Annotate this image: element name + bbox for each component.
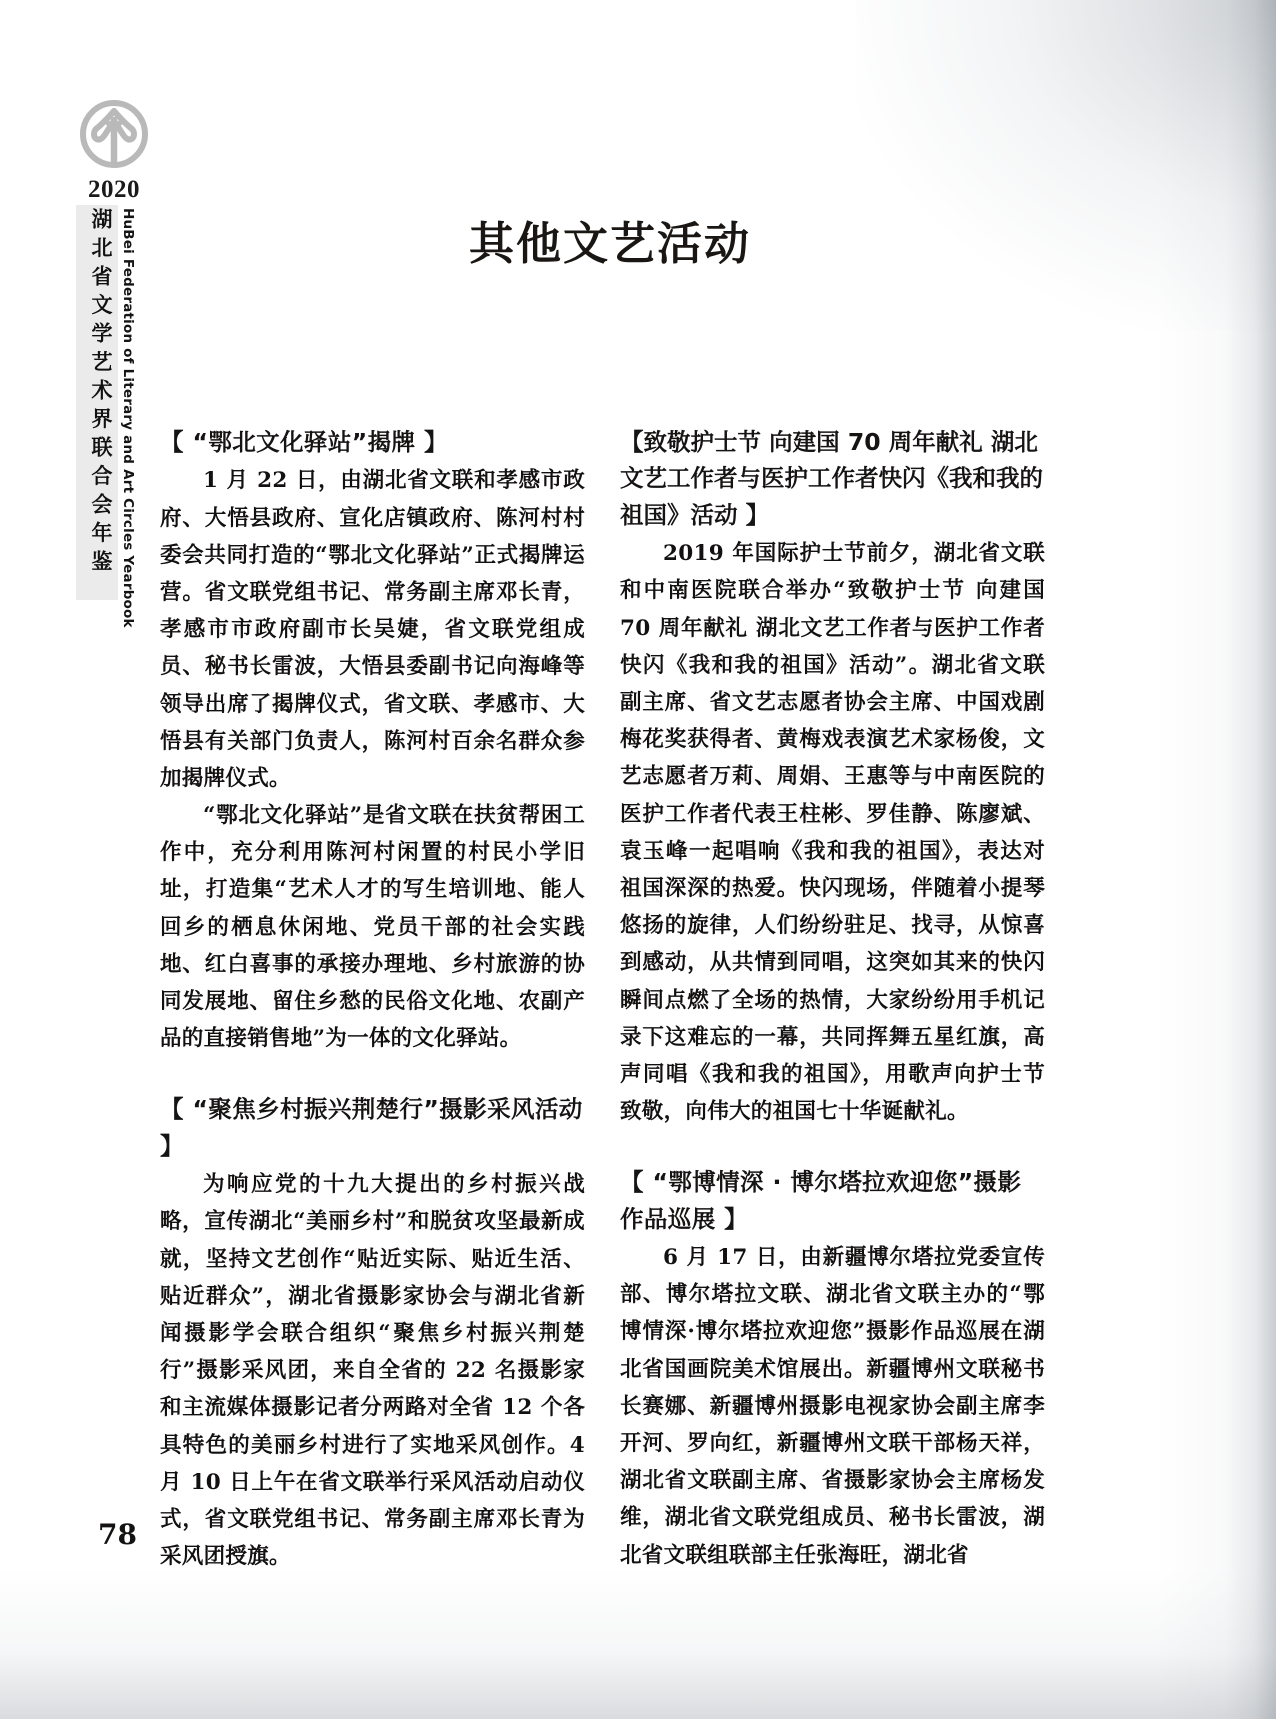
spine-title-chinese: 湖北省文学艺术界联合会年鉴 [89, 208, 113, 579]
section-paragraph: 1 月 22 日，由湖北省文联和孝感市政府、大悟县政府、宣化店镇政府、陈河村村委会共同打造的“鄂北文化驿站”正式揭牌运营。省文联党组书记、常务副主席邓长青，孝感市市政府副市长吴婕，省文联党组成员、秘书长雷波，大悟县委副书记向海峰等领导出席了揭牌仪式，省文联、孝感市、大悟县有关部门负责人，陈河村百余名群众参加揭牌仪式。 [160, 468, 585, 791]
text-column-left [160, 424, 585, 1575]
logo-year: 2020 [88, 176, 140, 203]
section-paragraph: “鄂北文化驿站”是省文联在扶贫帮困工作中，充分利用陈河村闲置的村民小学旧址，打造集“艺术人才的写生培训地、能人回乡的栖息休闲地、党员干部的社会实践地、红白喜事的承接办理地、乡村旅游的协同发展地、留住乡愁的民俗文化地、农副产品的直接销售地”为一体的文化驿站。 [160, 803, 585, 1052]
section-heading: 【 “鄂北文化驿站”揭牌 】 [160, 428, 448, 456]
section-paragraph: 6 月 17 日，由新疆博尔塔拉党委宣传部、博尔塔拉文联、湖北省文联主办的“鄂博情深·博尔塔拉欢迎您”摄影作品巡展在湖北省国画院美术馆展出。新疆博州文联秘书长赛娜、新疆博州摄影电视家协会副主席李开河、罗向红，新疆博州文联干部杨天祥，湖北省文联副主席、省摄影家协会主席杨发维，湖北省文联党组成员、秘书长雷波，湖北省文联组联部主任张海旺，湖北省 [620, 1245, 1045, 1568]
section-heading: 【 “聚焦乡村振兴荆楚行”摄影采风活动 】 [160, 1095, 583, 1160]
section-spacer [160, 1057, 585, 1091]
page-edge-shadow-right [1156, 0, 1276, 1719]
yearbook-emblem-icon [77, 98, 151, 172]
spine-title-english: HuBei Federation of Literary and Art Circles Yearbook [120, 208, 136, 628]
section-spacer [620, 1130, 1045, 1164]
text-column-right [620, 424, 1045, 1574]
page-number: 78 [98, 1518, 137, 1551]
page-edge-shadow-bottom [0, 1569, 1276, 1719]
page-edge-shadow-top-right [856, 0, 1276, 330]
section-heading: 【致敬护士节 向建国 70 周年献礼 湖北文艺工作者与医护工作者快闪《我和我的祖国》活动 】 [620, 428, 1043, 529]
section-paragraph: 2019 年国际护士节前夕，湖北省文联和中南医院联合举办“致敬护士节 向建国 70 周年献礼 湖北文艺工作者与医护工作者快闪《我和我的祖国》活动”。湖北省文联副主席、省文艺志愿者协会主席、中国戏剧梅花奖获得者、黄梅戏表演艺术家杨俊，文艺志愿者万莉、周娟、王惠等与中南医院的医护工作者代表王柱彬、罗佳静、陈廖斌、袁玉峰一起唱响《我和我的祖国》，表达对祖国深深的热爱。快闪现场，伴随着小提琴悠扬的旋律，人们纷纷驻足、找寻，从惊喜到感动，从共情到同唱，这突如其来的快闪瞬间点燃了全场的热情，大家纷纷用手机记录下这难忘的一幕，共同挥舞五星红旗，高声同唱《我和我的祖国》，用歌声向护士节致敬，向伟大的祖国七十华诞献礼。 [620, 541, 1045, 1125]
page-title: 其他文艺活动 [468, 217, 751, 270]
masthead [66, 98, 162, 204]
section-heading: 【 “鄂博情深 · 博尔塔拉欢迎您”摄影作品巡展 】 [620, 1168, 1022, 1233]
section-paragraph: 为响应党的十九大提出的乡村振兴战略，宣传湖北“美丽乡村”和脱贫攻坚最新成就，坚持文艺创作“贴近实际、贴近生活、贴近群众”，湖北省摄影家协会与湖北省新闻摄影学会联合组织“聚焦乡村振兴荆楚行”摄影采风团，来自全省的 22 名摄影家和主流媒体摄影记者分两路对全省 12 个各具特色的美丽乡村进行了实地采风创作。4 月 10 日上午在省文联举行采风活动启动仪式，省文联党组书记、常务副主席邓长青为采风团授旗。 [160, 1172, 585, 1570]
